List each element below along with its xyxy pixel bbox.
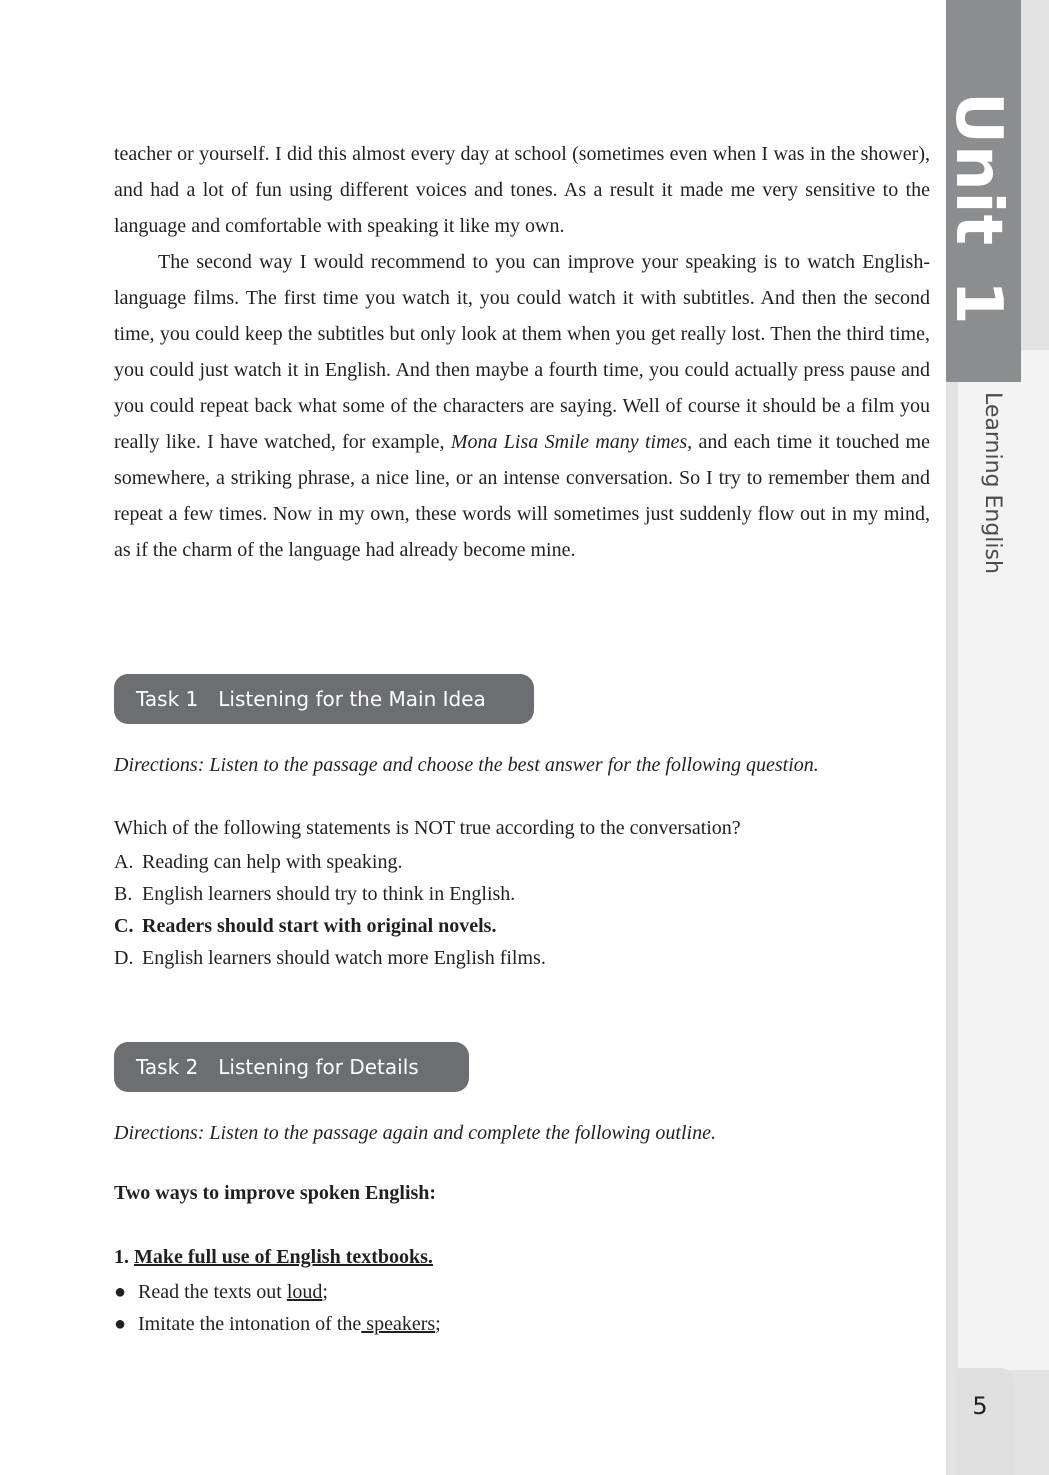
- passage-paragraph-2: [114, 244, 930, 568]
- option-b-text: English learners should try to think in English.: [142, 883, 516, 905]
- outline-bullets: [114, 1276, 441, 1340]
- unit-word: Unit: [941, 92, 1015, 247]
- option-d-letter: D.: [114, 947, 134, 969]
- option-d: [114, 942, 546, 974]
- bullet-1-answer: loud: [286, 1281, 323, 1303]
- task-1-question: Which of the following statements is NOT true according to the conversation?: [114, 817, 741, 839]
- unit-title: Learning English: [980, 392, 1005, 574]
- bullet-dot: ●: [114, 1313, 127, 1335]
- paragraph-2-text-a: The second way I would recommend to you can improve your speaking is to watch English-language films. The first time you watch it, you could watch it with subtitles. And then the second time, you could keep the subtitles but only look at them when you get really lost. Then the third time, you could just watch it in English. And then maybe a fourth time, you could actually press pause and you could repeat back what some of the characters are saying. Well of course it should be a film you really like. I have watched, for example,: [114, 251, 930, 453]
- task-1-directions: Directions: Listen to the passage and choose the best answer for the following question.: [114, 754, 819, 776]
- task-1-options: [114, 846, 546, 974]
- task-1-title: Listening for the Main Idea: [218, 687, 486, 711]
- task-2-directions: Directions: Listen to the passage again and complete the following outline.: [114, 1122, 716, 1144]
- task-2-title: Listening for Details: [218, 1055, 419, 1079]
- option-c-correct: [114, 910, 546, 942]
- outline-item-1-answer: Make full use of English textbooks.: [134, 1246, 433, 1268]
- task-1-number: Task 1: [136, 687, 199, 711]
- side-tab-page-block: [956, 1368, 1014, 1475]
- bullet-item: [114, 1276, 441, 1308]
- passage: [114, 136, 930, 568]
- bullet-2-prefix: Imitate the intonation of the: [138, 1313, 362, 1335]
- bullet-item: [114, 1308, 441, 1340]
- bullet-2-answer: speakers: [361, 1313, 436, 1335]
- option-b: [114, 878, 546, 910]
- bullet-2-suffix: ;: [435, 1313, 441, 1335]
- paragraph-2-text-b: and each time it touched me somewhere, a striking phrase, a nice line, or an intense conversation. So I try to remember them and repeat a few times. Now in my own, these words will sometimes just suddenly flow out in my mind, as if the charm of the language had already become mine.: [114, 431, 930, 561]
- unit-number: 1: [941, 280, 1015, 326]
- option-a-text: Reading can help with speaking.: [142, 851, 403, 873]
- task-1-banner: [114, 674, 534, 724]
- option-b-letter: B.: [114, 883, 133, 905]
- option-c-text: Readers should start with original novels.: [142, 915, 497, 937]
- option-c-letter: C.: [114, 915, 134, 937]
- bullet-1-prefix: Read the texts out: [138, 1281, 287, 1303]
- outline-item-1: [114, 1246, 433, 1269]
- task-2-number: Task 2: [136, 1055, 199, 1079]
- option-d-text: English learners should watch more English films.: [142, 947, 546, 969]
- page-number: 5: [972, 1392, 988, 1420]
- outline-heading: Two ways to improve spoken English:: [114, 1182, 437, 1204]
- unit-label: [941, 92, 1015, 326]
- bullet-dot: ●: [114, 1281, 127, 1303]
- film-title: Mona Lisa Smile many times,: [450, 431, 693, 453]
- bullet-1-suffix: ;: [322, 1281, 328, 1303]
- option-a: [114, 846, 546, 878]
- option-a-letter: A.: [114, 851, 134, 873]
- outline-item-1-number: 1.: [114, 1246, 129, 1268]
- passage-paragraph-1: teacher or yourself. I did this almost every day at school (sometimes even when I was in the shower), and had a lot of fun using different voices and tones. As a result it made me very sensitive to the language and comfortable with speaking it like my own.: [114, 143, 930, 237]
- task-2-banner: [114, 1042, 469, 1092]
